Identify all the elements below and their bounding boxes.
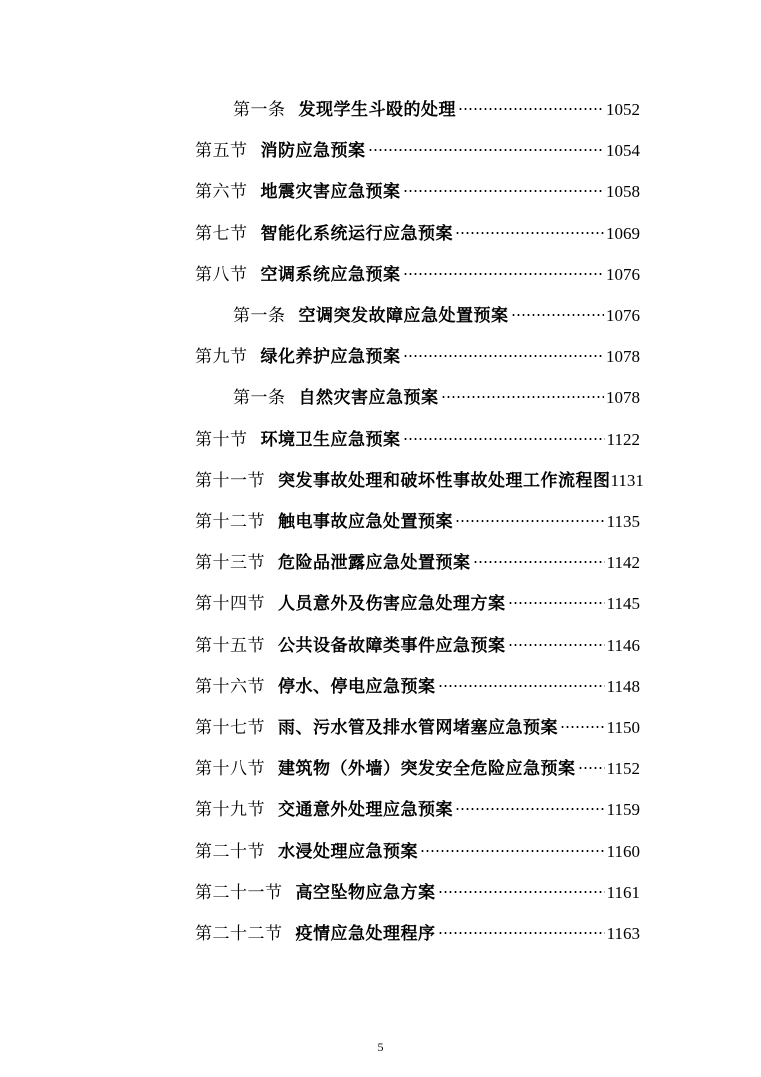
toc-dot-leader — [578, 766, 605, 770]
toc-entry[interactable] — [233, 302, 640, 330]
toc-dot-leader — [458, 107, 604, 111]
toc-dot-leader — [368, 148, 605, 152]
toc-section-number: 第十四节 — [195, 594, 265, 615]
toc-page-number: 1052 — [606, 100, 640, 119]
toc-page-number: 1142 — [606, 553, 640, 573]
toc-dot-leader — [438, 684, 605, 688]
toc-page-number: 1069 — [606, 223, 640, 243]
toc-entry[interactable] — [195, 838, 640, 866]
toc-dot-leader — [511, 313, 605, 317]
toc-page-number: 1076 — [606, 306, 640, 325]
toc-section-number: 第十七节 — [195, 718, 265, 738]
toc-entry-title: 消防应急预案 — [260, 141, 366, 162]
toc-page-number: 1160 — [606, 841, 640, 861]
toc-section-number: 第一条 — [233, 388, 286, 409]
toc-entry-title: 公共设备故障类事件应急预案 — [278, 635, 506, 656]
toc-page-number: 1058 — [606, 182, 640, 202]
toc-entry[interactable] — [195, 178, 640, 206]
toc-page-number: 1135 — [606, 512, 640, 531]
toc-section-number: 第二十一节 — [195, 882, 283, 903]
toc-dot-leader — [438, 931, 605, 935]
toc-page-number: 1054 — [606, 141, 640, 161]
toc-section-number: 第六节 — [195, 182, 248, 203]
toc-page-number: 1146 — [606, 635, 640, 655]
toc-dot-leader — [455, 231, 604, 235]
toc-entry-title: 地震灾害应急预案 — [260, 182, 401, 203]
toc-entry-title: 疫情应急处理程序 — [295, 924, 436, 944]
toc-section-number: 第七节 — [195, 223, 248, 244]
toc-entry[interactable] — [195, 220, 640, 248]
toc-dot-leader — [441, 395, 605, 399]
toc-entry[interactable] — [195, 261, 640, 289]
toc-section-number: 第九节 — [195, 347, 248, 368]
toc-dot-leader — [508, 601, 605, 605]
toc-page-number: 1148 — [606, 676, 640, 696]
toc-entry[interactable] — [233, 96, 640, 124]
toc-section-number: 第十九节 — [195, 800, 265, 821]
toc-dot-leader — [560, 725, 605, 729]
toc-page-number: 1150 — [606, 718, 640, 737]
toc-dot-leader — [403, 189, 605, 193]
toc-dot-leader — [403, 272, 605, 276]
toc-section-number: 第十一节 — [195, 470, 265, 491]
toc-dot-leader — [473, 560, 605, 564]
toc-page-number: 1078 — [606, 347, 640, 367]
toc-section-number: 第十二节 — [195, 512, 265, 532]
toc-entry[interactable] — [233, 384, 640, 412]
toc-entry-title: 危险品泄露应急处置预案 — [278, 553, 471, 574]
toc-entry[interactable] — [195, 508, 640, 536]
toc-entry-title: 突发事故处理和破坏性事故处理工作流程图 — [278, 470, 611, 491]
toc-entry-title: 停水、停电应急预案 — [278, 676, 436, 697]
toc-entry[interactable] — [195, 590, 640, 618]
toc-entry-title: 空调突发故障应急处置预案 — [298, 306, 509, 326]
toc-entry-title: 高空坠物应急方案 — [295, 882, 436, 903]
toc-section-number: 第一条 — [233, 306, 286, 326]
toc-entry[interactable] — [195, 343, 640, 371]
toc-section-number: 第五节 — [195, 141, 248, 162]
toc-section-number: 第二十节 — [195, 841, 265, 862]
toc-entry-title: 建筑物（外墙）突发安全危险应急预案 — [278, 759, 576, 780]
toc-section-number: 第十六节 — [195, 676, 265, 697]
toc-entry-title: 绿化养护应急预案 — [260, 347, 401, 368]
toc-entry-title: 空调系统应急预案 — [260, 264, 401, 285]
toc-entry[interactable] — [195, 755, 640, 783]
toc-page-number: 1163 — [606, 924, 640, 943]
toc-entry-title: 触电事故应急处置预案 — [278, 512, 453, 532]
toc-entry-title: 雨、污水管及排水管网堵塞应急预案 — [278, 718, 558, 738]
toc-page-number: 1122 — [606, 429, 640, 449]
toc-dot-leader — [455, 807, 605, 811]
toc-section-number: 第八节 — [195, 264, 248, 285]
toc-entry[interactable] — [195, 879, 640, 907]
toc-entry-title: 自然灾害应急预案 — [298, 388, 439, 409]
toc-section-number: 第一条 — [233, 100, 286, 120]
toc-page-number: 1161 — [606, 882, 640, 902]
toc-section-number: 第十五节 — [195, 635, 265, 656]
toc-page-number: 1078 — [606, 388, 640, 408]
toc-page-number: 1076 — [606, 264, 640, 284]
toc-entry-title: 人员意外及伤害应急处理方案 — [278, 594, 506, 615]
toc-entry-title: 发现学生斗殴的处理 — [298, 100, 456, 120]
toc-dot-leader — [508, 643, 605, 647]
toc-entry[interactable] — [195, 632, 640, 660]
toc-page-number: 1152 — [606, 759, 640, 779]
toc-entry[interactable] — [195, 796, 640, 824]
page-number: 5 — [377, 1040, 384, 1054]
toc-page-number: 1159 — [606, 800, 640, 820]
toc-entry[interactable] — [195, 467, 667, 495]
toc-page-number: 1145 — [606, 594, 640, 614]
toc-dot-leader — [403, 354, 605, 358]
toc-section-number: 第十三节 — [195, 553, 265, 574]
toc-entry[interactable] — [195, 426, 640, 454]
toc-section-number: 第二十二节 — [195, 924, 283, 944]
toc-entry[interactable] — [195, 673, 640, 701]
toc-section-number: 第十八节 — [195, 759, 265, 780]
toc-entry[interactable] — [195, 714, 640, 742]
toc-page-number: 1131 — [610, 470, 644, 490]
toc-entry-title: 环境卫生应急预案 — [260, 429, 401, 450]
toc-entry[interactable] — [195, 137, 640, 165]
toc-dot-leader — [403, 437, 605, 441]
toc-entry-title: 交通意外处理应急预案 — [278, 800, 453, 821]
toc-section-number: 第十节 — [195, 429, 248, 450]
toc-entry-title: 智能化系统运行应急预案 — [260, 223, 453, 244]
toc-dot-leader — [438, 890, 605, 894]
toc-entry[interactable] — [195, 920, 640, 948]
toc-dot-leader — [420, 849, 605, 853]
toc-entry-title: 水浸处理应急预案 — [278, 841, 418, 862]
toc-dot-leader — [455, 519, 605, 523]
toc-entry[interactable] — [195, 549, 640, 577]
